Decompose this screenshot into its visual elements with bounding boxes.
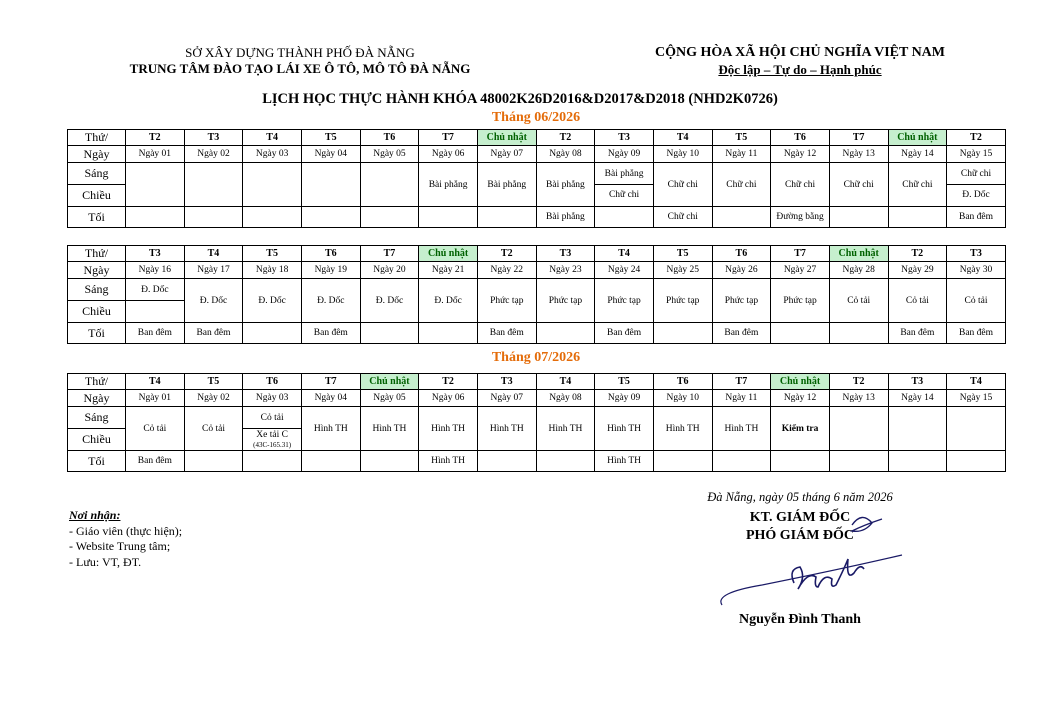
session-cell-evening: Hình TH — [419, 451, 478, 472]
weekday-cell: T3 — [536, 246, 595, 262]
date-cell: Ngày 07 — [477, 146, 536, 163]
center-name: TRUNG TÂM ĐÀO TẠO LÁI XE Ô TÔ, MÔ TÔ ĐÀ NẴNG — [129, 61, 471, 76]
session-cell-evening — [653, 451, 712, 472]
session-cell-evening: Hình TH — [595, 451, 654, 472]
date-cell: Ngày 14 — [888, 146, 947, 163]
session-cell-evening: Chữ chi — [653, 207, 712, 228]
session-cell-merged: Đ. Dốc — [360, 279, 419, 323]
schedule-title: LỊCH HỌC THỰC HÀNH KHÓA 48002K26D2016&D2017&D2018 (NHD2K0726) — [262, 91, 778, 107]
session-cell-evening — [829, 207, 888, 228]
date-cell: Ngày 05 — [360, 390, 419, 407]
weekday-cell: T7 — [419, 130, 478, 146]
weekday-cell: T4 — [947, 374, 1006, 390]
date-cell: Ngày 15 — [947, 390, 1006, 407]
date-cell: Ngày 04 — [301, 390, 360, 407]
session-cell-evening: Ban đêm — [126, 451, 185, 472]
weekday-cell: T3 — [947, 246, 1006, 262]
date-cell: Ngày 04 — [301, 146, 360, 163]
date-cell: Ngày 07 — [477, 390, 536, 407]
schedule-table-june-1 — [67, 129, 1006, 228]
session-cell-merged: Cỏ tải — [184, 407, 243, 451]
session-cell-evening — [712, 451, 771, 472]
date-cell: Ngày 06 — [419, 390, 478, 407]
date-cell: Ngày 14 — [888, 390, 947, 407]
date-cell: Ngày 10 — [653, 146, 712, 163]
header-left — [100, 45, 500, 77]
session-cell-afternoon — [243, 429, 302, 451]
date-cell: Ngày 23 — [536, 262, 595, 279]
session-cell-afternoon — [126, 301, 185, 323]
date-cell: Ngày 30 — [947, 262, 1006, 279]
session-cell-evening: Ban đêm — [947, 323, 1006, 344]
session-cell-merged: Chữ chi — [888, 163, 947, 207]
session-cell-merged: Hình TH — [301, 407, 360, 451]
date-cell: Ngày 15 — [947, 146, 1006, 163]
weekday-cell: T7 — [771, 246, 830, 262]
weekday-cell: T4 — [536, 374, 595, 390]
signer-title-1: KT. GIÁM ĐỐC — [749, 510, 851, 525]
weekday-cell: T7 — [360, 246, 419, 262]
row-label-chieu: Chiều — [68, 301, 126, 323]
row-label-chieu: Chiều — [68, 429, 126, 451]
date-cell: Ngày 19 — [301, 262, 360, 279]
session-cell-evening — [771, 451, 830, 472]
session-cell-morning: Cỏ tải — [243, 407, 302, 429]
row-label-sang: Sáng — [68, 279, 126, 301]
date-cell: Ngày 03 — [243, 390, 302, 407]
session-text: Chữ chi — [608, 190, 640, 200]
date-cell: Ngày 13 — [829, 390, 888, 407]
weekday-cell: T3 — [477, 374, 536, 390]
weekday-cell: T5 — [243, 246, 302, 262]
session-cell-evening — [829, 323, 888, 344]
date-cell: Ngày 09 — [595, 390, 654, 407]
weekday-cell: T2 — [888, 246, 947, 262]
session-cell-merged: Cỏ tải — [888, 279, 947, 323]
session-text: Xe tải C — [256, 430, 288, 440]
weekday-cell: T4 — [184, 246, 243, 262]
session-cell-merged — [301, 163, 360, 207]
row-label-sang: Sáng — [68, 163, 126, 185]
session-cell-morning: Bài phẳng — [595, 163, 654, 185]
row-label-toi: Tối — [68, 451, 126, 472]
weekday-cell: T7 — [829, 130, 888, 146]
session-cell-evening — [126, 207, 185, 228]
session-cell-merged: Phức tạp — [536, 279, 595, 323]
weekday-cell: T3 — [888, 374, 947, 390]
session-cell-merged: Hình TH — [419, 407, 478, 451]
date-cell: Ngày 08 — [536, 390, 595, 407]
row-label-sang: Sáng — [68, 407, 126, 429]
weekday-cell: Chủ nhật — [419, 246, 478, 262]
session-cell-evening — [243, 323, 302, 344]
recipients-title: Nơi nhận: — [69, 508, 121, 522]
session-cell-evening — [829, 451, 888, 472]
session-cell-evening — [595, 207, 654, 228]
weekday-cell: T4 — [595, 246, 654, 262]
session-cell-evening — [360, 207, 419, 228]
weekday-cell: T2 — [947, 130, 1006, 146]
session-cell-evening: Bài phẳng — [536, 207, 595, 228]
session-cell-merged: Phức tạp — [477, 279, 536, 323]
weekday-cell: T3 — [595, 130, 654, 146]
vehicle-plate: (43C-165.31) — [253, 441, 292, 449]
weekday-cell: T5 — [595, 374, 654, 390]
session-cell-merged: Phức tạp — [712, 279, 771, 323]
session-cell-merged: Phức tạp — [771, 279, 830, 323]
session-cell-merged: Hình TH — [360, 407, 419, 451]
session-cell-merged: Chữ chi — [653, 163, 712, 207]
session-cell-evening — [947, 451, 1006, 472]
session-cell-morning: Chữ chi — [947, 163, 1006, 185]
weekday-cell: T4 — [126, 374, 185, 390]
weekday-cell: T4 — [243, 130, 302, 146]
session-text: Đ. Dốc — [962, 190, 990, 200]
session-cell-evening: Ban đêm — [712, 323, 771, 344]
session-cell-merged: Cỏ tải — [126, 407, 185, 451]
weekday-cell: T5 — [301, 130, 360, 146]
session-cell-merged: Đ. Dốc — [243, 279, 302, 323]
session-cell-evening — [360, 451, 419, 472]
session-cell-merged: Đ. Dốc — [301, 279, 360, 323]
date-cell: Ngày 11 — [712, 146, 771, 163]
session-cell-evening — [477, 451, 536, 472]
recipient-item: - Lưu: VT, ĐT. — [69, 554, 142, 569]
date-cell: Ngày 09 — [595, 146, 654, 163]
weekday-cell: T5 — [712, 130, 771, 146]
session-cell-merged: Hình TH — [477, 407, 536, 451]
recipients — [69, 508, 182, 570]
date-cell: Ngày 24 — [595, 262, 654, 279]
session-cell-evening — [888, 451, 947, 472]
weekday-cell: T6 — [712, 246, 771, 262]
department-name: SỞ XÂY DỰNG THÀNH PHỐ ĐÀ NẴNG — [185, 45, 415, 60]
weekday-cell: T6 — [243, 374, 302, 390]
session-cell-evening — [536, 323, 595, 344]
session-cell-merged: Hình TH — [536, 407, 595, 451]
session-cell-merged — [243, 163, 302, 207]
weekday-cell: Chủ nhật — [829, 246, 888, 262]
row-label-ngay: Ngày — [68, 262, 126, 279]
session-cell-merged: Chữ chi — [829, 163, 888, 207]
date-cell: Ngày 01 — [126, 390, 185, 407]
row-label-thu: Thứ/ — [68, 374, 126, 390]
session-cell-evening — [243, 451, 302, 472]
row-label-thu: Thứ/ — [68, 130, 126, 146]
signer-name: Nguyễn Đình Thanh — [739, 612, 861, 627]
session-cell-merged — [360, 163, 419, 207]
session-cell-evening — [301, 451, 360, 472]
session-cell-morning: Đ. Dốc — [126, 279, 185, 301]
date-cell: Ngày 17 — [184, 262, 243, 279]
session-cell-evening: Ban đêm — [595, 323, 654, 344]
session-cell-evening — [301, 207, 360, 228]
date-cell: Ngày 20 — [360, 262, 419, 279]
session-cell-merged — [888, 407, 947, 451]
date-cell: Ngày 16 — [126, 262, 185, 279]
weekday-cell: T5 — [184, 374, 243, 390]
date-cell: Ngày 29 — [888, 262, 947, 279]
weekday-cell: T4 — [653, 130, 712, 146]
motto: Độc lập – Tự do – Hạnh phúc — [718, 62, 882, 77]
session-cell-evening: Ban đêm — [888, 323, 947, 344]
weekday-cell: Chủ nhật — [888, 130, 947, 146]
date-cell: Ngày 13 — [829, 146, 888, 163]
weekday-cell: T6 — [771, 130, 830, 146]
session-cell-merged — [829, 407, 888, 451]
session-cell-evening — [536, 451, 595, 472]
weekday-cell: T2 — [477, 246, 536, 262]
session-cell-evening — [419, 323, 478, 344]
date-cell: Ngày 01 — [126, 146, 185, 163]
session-cell-evening — [712, 207, 771, 228]
weekday-cell: T7 — [301, 374, 360, 390]
date-cell: Ngày 06 — [419, 146, 478, 163]
session-cell-merged: Hình TH — [595, 407, 654, 451]
session-cell-merged: Kiểm tra — [771, 407, 830, 451]
session-cell-evening — [360, 323, 419, 344]
session-cell-merged: Chữ chi — [712, 163, 771, 207]
session-cell-merged: Phức tạp — [595, 279, 654, 323]
date-cell: Ngày 12 — [771, 390, 830, 407]
weekday-cell: T3 — [184, 130, 243, 146]
session-cell-merged — [126, 163, 185, 207]
date-cell: Ngày 28 — [829, 262, 888, 279]
session-cell-merged: Bài phẳng — [536, 163, 595, 207]
session-cell-merged: Đ. Dốc — [184, 279, 243, 323]
weekday-cell: T6 — [360, 130, 419, 146]
weekday-cell: T3 — [126, 246, 185, 262]
session-cell-afternoon — [595, 185, 654, 207]
weekday-cell: T2 — [126, 130, 185, 146]
session-cell-evening — [888, 207, 947, 228]
session-cell-evening: Ban đêm — [301, 323, 360, 344]
session-cell-merged: Bài phẳng — [477, 163, 536, 207]
date-cell: Ngày 25 — [653, 262, 712, 279]
date-cell: Ngày 11 — [712, 390, 771, 407]
date-cell: Ngày 18 — [243, 262, 302, 279]
date-cell: Ngày 21 — [419, 262, 478, 279]
row-label-toi: Tối — [68, 207, 126, 228]
session-cell-merged: Cỏ tải — [829, 279, 888, 323]
row-label-chieu: Chiều — [68, 185, 126, 207]
weekday-cell: T7 — [712, 374, 771, 390]
weekday-cell: T2 — [536, 130, 595, 146]
session-cell-evening: Ban đêm — [477, 323, 536, 344]
date-cell: Ngày 05 — [360, 146, 419, 163]
weekday-cell: T6 — [653, 374, 712, 390]
row-label-thu: Thứ/ — [68, 246, 126, 262]
date-cell: Ngày 12 — [771, 146, 830, 163]
row-label-toi: Tối — [68, 323, 126, 344]
weekday-cell: T6 — [301, 246, 360, 262]
session-cell-evening: Ban đêm — [126, 323, 185, 344]
session-cell-merged: Chữ chi — [771, 163, 830, 207]
weekday-cell: T2 — [419, 374, 478, 390]
session-cell-merged — [947, 407, 1006, 451]
country-name: CỘNG HÒA XÃ HỘI CHỦ NGHĨA VIỆT NAM — [654, 45, 945, 60]
session-cell-merged — [184, 163, 243, 207]
recipient-item: - Website Trung tâm; — [69, 539, 171, 553]
month-label-july: Tháng 07/2026 — [491, 350, 581, 365]
row-label-ngay: Ngày — [68, 146, 126, 163]
session-cell-evening — [419, 207, 478, 228]
session-cell-merged: Đ. Dốc — [419, 279, 478, 323]
session-cell-merged: Bài phẳng — [419, 163, 478, 207]
date-cell: Ngày 02 — [184, 146, 243, 163]
session-cell-evening — [771, 323, 830, 344]
session-cell-evening — [184, 207, 243, 228]
date-cell: Ngày 03 — [243, 146, 302, 163]
session-cell-evening: Ban đêm — [184, 323, 243, 344]
schedule-table-june-2 — [67, 245, 1006, 344]
session-cell-merged: Hình TH — [653, 407, 712, 451]
date-cell: Ngày 26 — [712, 262, 771, 279]
recipient-item: - Giáo viên (thực hiện); — [69, 523, 183, 538]
month-label-june: Tháng 06/2026 — [491, 110, 581, 125]
session-cell-evening — [184, 451, 243, 472]
weekday-cell: Chủ nhật — [771, 374, 830, 390]
handwritten-signature — [712, 505, 912, 615]
weekday-cell: T2 — [829, 374, 888, 390]
weekday-cell: Chủ nhật — [477, 130, 536, 146]
row-label-ngay: Ngày — [68, 390, 126, 407]
session-cell-evening — [243, 207, 302, 228]
session-cell-merged: Cỏ tải — [947, 279, 1006, 323]
signature-date: Đà Nẵng, ngày 05 tháng 6 năm 2026 — [707, 490, 893, 504]
weekday-cell: T5 — [653, 246, 712, 262]
session-cell-evening: Đường bằng — [771, 207, 830, 228]
date-cell: Ngày 27 — [771, 262, 830, 279]
date-cell: Ngày 10 — [653, 390, 712, 407]
date-cell: Ngày 08 — [536, 146, 595, 163]
session-cell-merged: Hình TH — [712, 407, 771, 451]
weekday-cell: Chủ nhật — [360, 374, 419, 390]
date-cell: Ngày 22 — [477, 262, 536, 279]
session-cell-evening — [653, 323, 712, 344]
session-cell-merged: Phức tạp — [653, 279, 712, 323]
header-right — [620, 45, 980, 79]
session-cell-afternoon — [947, 185, 1006, 207]
session-cell-evening — [477, 207, 536, 228]
session-cell-evening: Ban đêm — [947, 207, 1006, 228]
date-cell: Ngày 02 — [184, 390, 243, 407]
schedule-table-july — [67, 373, 1006, 472]
signer-title-2: PHÓ GIÁM ĐỐC — [745, 528, 855, 543]
